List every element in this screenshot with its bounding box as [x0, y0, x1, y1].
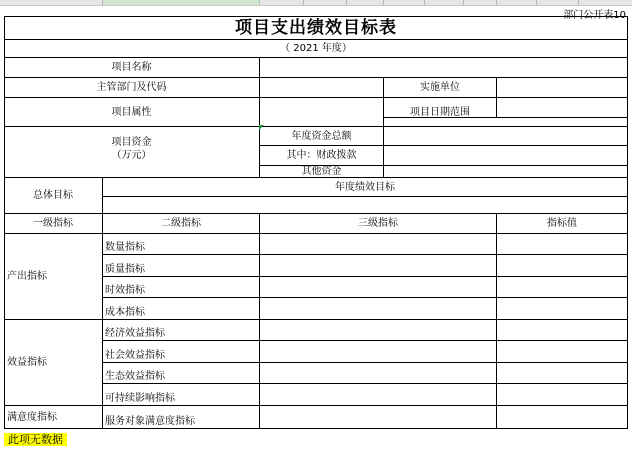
year-subtitle: （ 2021 年度）	[280, 43, 352, 54]
annual-total-cell[interactable]	[384, 127, 627, 145]
level2-item: 数量指标	[105, 242, 145, 253]
fiscal-cell[interactable]	[384, 146, 627, 165]
annual-goal-label: 年度绩效目标	[335, 181, 395, 193]
output-indicator-group: 产出指标	[7, 271, 47, 282]
impl-unit-label: 实施单位	[420, 82, 460, 93]
project-attr-label: 项目属性	[111, 106, 152, 118]
fund-label: 项目资金	[111, 137, 152, 148]
impl-unit-cell[interactable]	[497, 78, 627, 97]
overall-goal-label: 总体目标	[33, 190, 73, 201]
level2-item: 社会效益指标	[105, 350, 165, 361]
level2-item: 时效指标	[105, 285, 145, 296]
other-fund-label: 其他资金	[301, 166, 342, 177]
value-header: 指标值	[547, 218, 577, 229]
level2-item: 生态效益指标	[105, 371, 165, 382]
dept-code-cell[interactable]	[260, 78, 383, 97]
level2-item: 质量指标	[105, 264, 145, 275]
project-name-cell[interactable]	[260, 58, 627, 77]
period-start-cell[interactable]	[497, 98, 627, 117]
table-border-bottom	[4, 428, 628, 429]
level2-item: 经济效益指标	[105, 328, 165, 339]
period-end-cell[interactable]	[497, 118, 627, 126]
col-line	[259, 213, 260, 429]
dept-code-label: 主管部门及代码	[96, 82, 167, 93]
level2-item: 服务对象满意度指标	[105, 416, 195, 427]
project-period-label: 项目日期范围	[410, 106, 470, 118]
fund-unit: （万元）	[111, 150, 152, 161]
level2-item: 可持续影响指标	[105, 393, 175, 404]
annual-goal-cell[interactable]	[103, 197, 627, 213]
satisfaction-indicator-group: 满意度指标	[7, 411, 57, 423]
level2-header: 二级指标	[161, 218, 201, 229]
level1-header: 一级指标	[33, 218, 73, 229]
other-fund-cell[interactable]	[384, 166, 627, 177]
benefit-indicator-group: 效益指标	[7, 357, 47, 368]
project-name-label: 项目名称	[111, 62, 152, 73]
table-border-right	[627, 16, 628, 429]
project-attr-cell[interactable]	[260, 98, 383, 126]
level2-item: 成本指标	[105, 307, 145, 318]
page-title: 项目支出绩效目标表	[235, 17, 397, 38]
cell-comment-marker	[259, 125, 264, 130]
no-data-notice: 此项无数据	[4, 433, 67, 446]
level3-header: 三级指标	[358, 218, 398, 229]
fiscal-label: 其中：财政拨款	[286, 150, 357, 161]
annual-total-label: 年度资金总额	[291, 130, 352, 142]
col-line	[496, 213, 497, 429]
